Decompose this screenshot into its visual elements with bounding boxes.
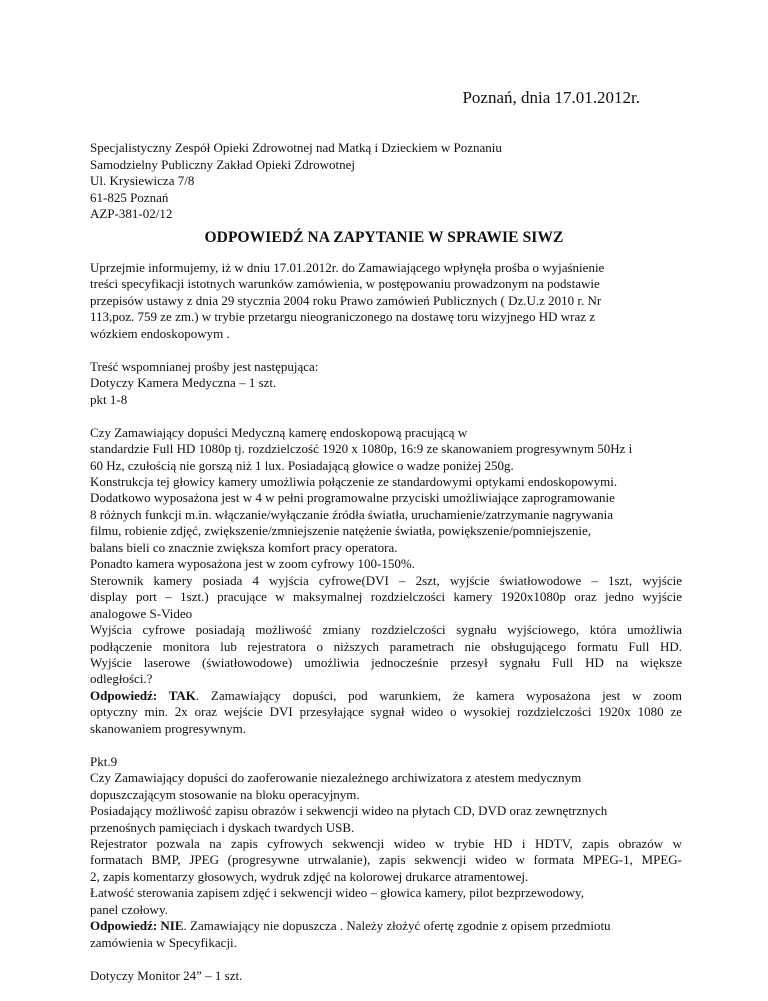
- text-line: Rejestrator pozwala na zapis cyfrowych sekwencji wideo w trybie HD i HDTV, zapis obrazów w: [90, 836, 682, 851]
- answer-line: [90, 688, 682, 704]
- text-line: 8 różnych funkcji m.in. włączanie/wyłączanie źródła światła, uruchamienie/zatrzymanie nagrywania: [90, 506, 614, 522]
- text-line: standardzie Full HD 1080p tj. rozdzielczość 1920 x 1080p, 16:9 ze skanowaniem progresywnym 50Hz i: [90, 441, 633, 457]
- text-line: przenośnych pamięciach i dyskach twardych USB.: [90, 819, 355, 835]
- address-line: Specjalistyczny Zespół Opieki Zdrowotnej nad Matką i Dzieckiem w Poznaniu: [90, 140, 502, 155]
- answer-label: Odpowiedź: NIE: [90, 918, 184, 934]
- text-line: 113,poz. 759 ze zm.) w trybie przetargu nieograniczonego na dostawę toru wizyjnego HD wraz z: [90, 309, 596, 325]
- text-line: display port – 1szt.) pracujące w maksymalnej rozdzielczości kamery 1920x1080p oraz jedno wyjście: [90, 589, 682, 605]
- text-line: Łatwość sterowania zapisem zdjęć i sekwencji wideo – głowica kamery, pilot bezprzewodowy,: [90, 885, 584, 901]
- text-line: skanowaniem progresywnym.: [90, 720, 246, 736]
- text-line: odległości.?: [90, 671, 153, 687]
- intro-paragraph: [90, 260, 682, 342]
- text-line: panel czołowy.: [90, 901, 168, 917]
- document-body: [90, 260, 682, 1001]
- text-line: Czy Zamawiający dopuści do zaoferowanie niezależnego archiwizatora z atestem medycznym: [90, 770, 582, 786]
- text-line: balans bieli co znacznie zwiększa komfort pracy operatora.: [90, 539, 398, 555]
- text-line: Treść wspomnianej prośby jest następująca:: [90, 358, 319, 374]
- question-archiver: [90, 754, 682, 951]
- address-line: AZP-381-02/12: [90, 206, 173, 222]
- address-line: 61-825 Poznań: [90, 189, 169, 205]
- address-line: Samodzielny Publiczny Zakład Opieki Zdrowotnej: [90, 156, 355, 172]
- text-line: zamówienia w Specyfikacji.: [90, 934, 237, 950]
- text-line: 2, zapis komentarzy głosowych, wydruk zdjęć na kolorowej drukarce atramentowej.: [90, 868, 529, 884]
- answer-line: [90, 918, 682, 934]
- text-line: Wyjścia cyfrowe posiadają możliwość zmiany rozdzielczości sygnału wyjściowego, która umożliwia: [90, 622, 682, 638]
- address-line: Ul. Krysiewicza 7/8: [90, 173, 195, 189]
- text-line: treści specyfikacji istotnych warunków zamówienia, w postępowaniu prowadzonym na podstawie: [90, 276, 600, 292]
- text-line: Sterownik kamery posiada 4 wyjścia cyfrowe(DVI – 2szt, wyjście światłowodowe – 1szt, wyjście: [90, 572, 682, 588]
- text-line: 60 Hz, czułością nie gorszą niż 1 lux. Posiadającą głowice o wadze poniżej 250g.: [90, 457, 514, 473]
- request-intro: [90, 359, 682, 408]
- text-line: filmu, robienie zdjęć, zwiększenie/zmniejszenie natężenie światła, powiększenie/pomniejszenie,: [90, 523, 592, 539]
- text-line: Dotyczy Kamera Medyczna – 1 szt.: [90, 375, 277, 391]
- text-line: formatach BMP, JPEG (progresywne utrwalanie), zapis sekwencji wideo w formata MPEG-1, MPEG-: [90, 852, 682, 868]
- text-line: Pkt.9: [90, 753, 118, 769]
- text-line: pkt 1-8: [90, 391, 128, 407]
- text-line: analogowe S-Video: [90, 605, 193, 621]
- text-line: Posiadający możliwość zapisu obrazów i sekwencji wideo na płytach CD, DVD oraz zewnętrznych: [90, 803, 608, 819]
- answer-text: . Zamawiający nie dopuszcza . Należy złożyć ofertę zgodnie z opisem przedmiotu: [183, 918, 611, 934]
- answer-label: Odpowiedź: TAK: [90, 687, 196, 703]
- text-line: wózkiem endoskopowym .: [90, 325, 230, 341]
- monitor-section: [90, 968, 682, 984]
- text-line: przepisów ustawy z dnia 29 stycznia 2004 roku Prawo zamówień Publicznych ( Dz.U.z 2010 r. Nr: [90, 292, 602, 308]
- text-line: dopuszczającym stosowanie na bloku operacyjnym.: [90, 786, 360, 802]
- text-line: optyczny min. 2x oraz wejście DVI przesyłające sygnał wideo o wysokiej rozdzielczości 1920x 1080 ze: [90, 704, 682, 720]
- text-line: Konstrukcja tej głowicy kamery umożliwia połączenie ze standardowymi optykami endoskopowymi.: [90, 473, 618, 489]
- text-line: Dodatkowo wyposażona jest w 4 w pełni programowalne przyciski umożliwiające zaprogramowanie: [90, 490, 615, 506]
- question-camera: [90, 425, 682, 738]
- answer-text: . Zamawiający dopuści, pod warunkiem, że kamera wyposażona jest w zoom: [195, 687, 682, 703]
- text-line: Uprzejmie informujemy, iż w dniu 17.01.2012r. do Zamawiającego wpłynęła prośba o wyjaśnienie: [90, 260, 605, 275]
- text-line: Czy Zamawiający dopuści Medyczną kamerę endoskopową pracującą w: [90, 424, 468, 440]
- text-line: Dotyczy Monitor 24” – 1 szt.: [90, 967, 243, 983]
- text-line: podłączenie monitora lub rejestratora o niższych parametrach nie obsługującego formatu Full HD.: [90, 638, 682, 654]
- document-title: ODPOWIEDŹ NA ZAPYTANIE W SPRAWIE SIWZ: [204, 229, 564, 246]
- text-line: Wyjście laserowe (światłowodowe) umożliwia jednocześnie przesył sygnału Full HD na większe: [90, 654, 682, 670]
- document-date: Poznań, dnia 17.01.2012r.: [462, 88, 640, 107]
- recipient-address: [90, 140, 502, 223]
- text-line: Ponadto kamera wyposażona jest w zoom cyfrowy 100-150%.: [90, 556, 415, 572]
